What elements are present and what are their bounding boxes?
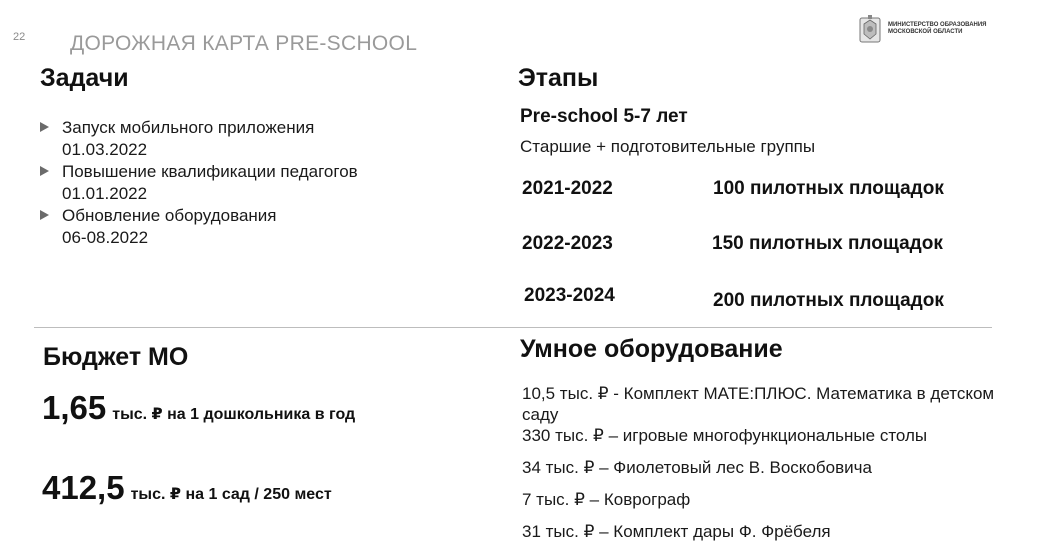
stage-years: 2021-2022 — [522, 178, 613, 199]
task-text: Повышение квалификации педагогов — [62, 162, 358, 181]
bullet-triangle-icon — [40, 210, 49, 220]
task-date: 01.03.2022 — [62, 140, 148, 159]
stage-value: 200 пилотных площадок — [713, 290, 944, 311]
stages-description: Старшие + подготовительные группы — [520, 137, 816, 156]
task-date: 06-08.2022 — [62, 228, 149, 247]
logo-line-1: МИНИСТЕРСТВО ОБРАЗОВАНИЯ — [888, 22, 987, 28]
coat-of-arms-icon — [858, 14, 882, 44]
list-item: 10,5 тыс. ₽ - Комплект МАТЕ:ПЛЮС. Математика в детском саду — [522, 384, 995, 424]
budget-caption: тыс. ₽ на 1 дошкольника в год — [112, 406, 356, 423]
bullet-triangle-icon — [40, 166, 49, 176]
equipment-heading: Умное оборудование — [520, 335, 783, 363]
budget-item — [42, 469, 332, 507]
list-item: 31 тыс. ₽ – Комплект дары Ф. Фрёбеля — [522, 522, 831, 541]
ministry-logo — [858, 14, 986, 44]
list-item: 34 тыс. ₽ – Фиолетовый лес В. Воскобовича — [522, 458, 872, 477]
task-text: Запуск мобильного приложения — [62, 118, 315, 137]
budget-heading: Бюджет МО — [43, 343, 189, 371]
equipment-list — [522, 383, 1012, 553]
budget-caption: тыс. ₽ на 1 сад / 250 мест — [130, 486, 332, 503]
stage-years: 2023-2024 — [524, 285, 615, 306]
budget-value: 1,65 — [42, 389, 107, 426]
task-date: 01.01.2022 — [62, 184, 148, 203]
section-divider — [34, 327, 992, 328]
stage-years: 2022-2023 — [522, 233, 613, 254]
stages-heading: Этапы — [518, 64, 599, 92]
page-number: 22 — [13, 31, 26, 43]
list-item — [40, 205, 358, 249]
list-item: 7 тыс. ₽ – Коврограф — [522, 490, 691, 509]
task-text: Обновление оборудования — [62, 206, 277, 225]
stages-subheading: Pre-school 5-7 лет — [520, 106, 688, 127]
list-item — [40, 161, 358, 205]
list-item — [40, 117, 358, 161]
tasks-heading: Задачи — [40, 64, 129, 92]
stage-value: 150 пилотных площадок — [712, 233, 943, 254]
stage-value: 100 пилотных площадок — [713, 178, 944, 199]
budget-value: 412,5 — [42, 469, 125, 506]
logo-line-2: МОСКОВСКОЙ ОБЛАСТИ — [888, 29, 963, 35]
budget-item — [42, 389, 355, 427]
slide-title: ДОРОЖНАЯ КАРТА PRE-SCHOOL — [70, 32, 418, 55]
list-item: 330 тыс. ₽ – игровые многофункциональные столы — [522, 426, 928, 445]
tasks-list — [40, 117, 358, 249]
bullet-triangle-icon — [40, 122, 49, 132]
